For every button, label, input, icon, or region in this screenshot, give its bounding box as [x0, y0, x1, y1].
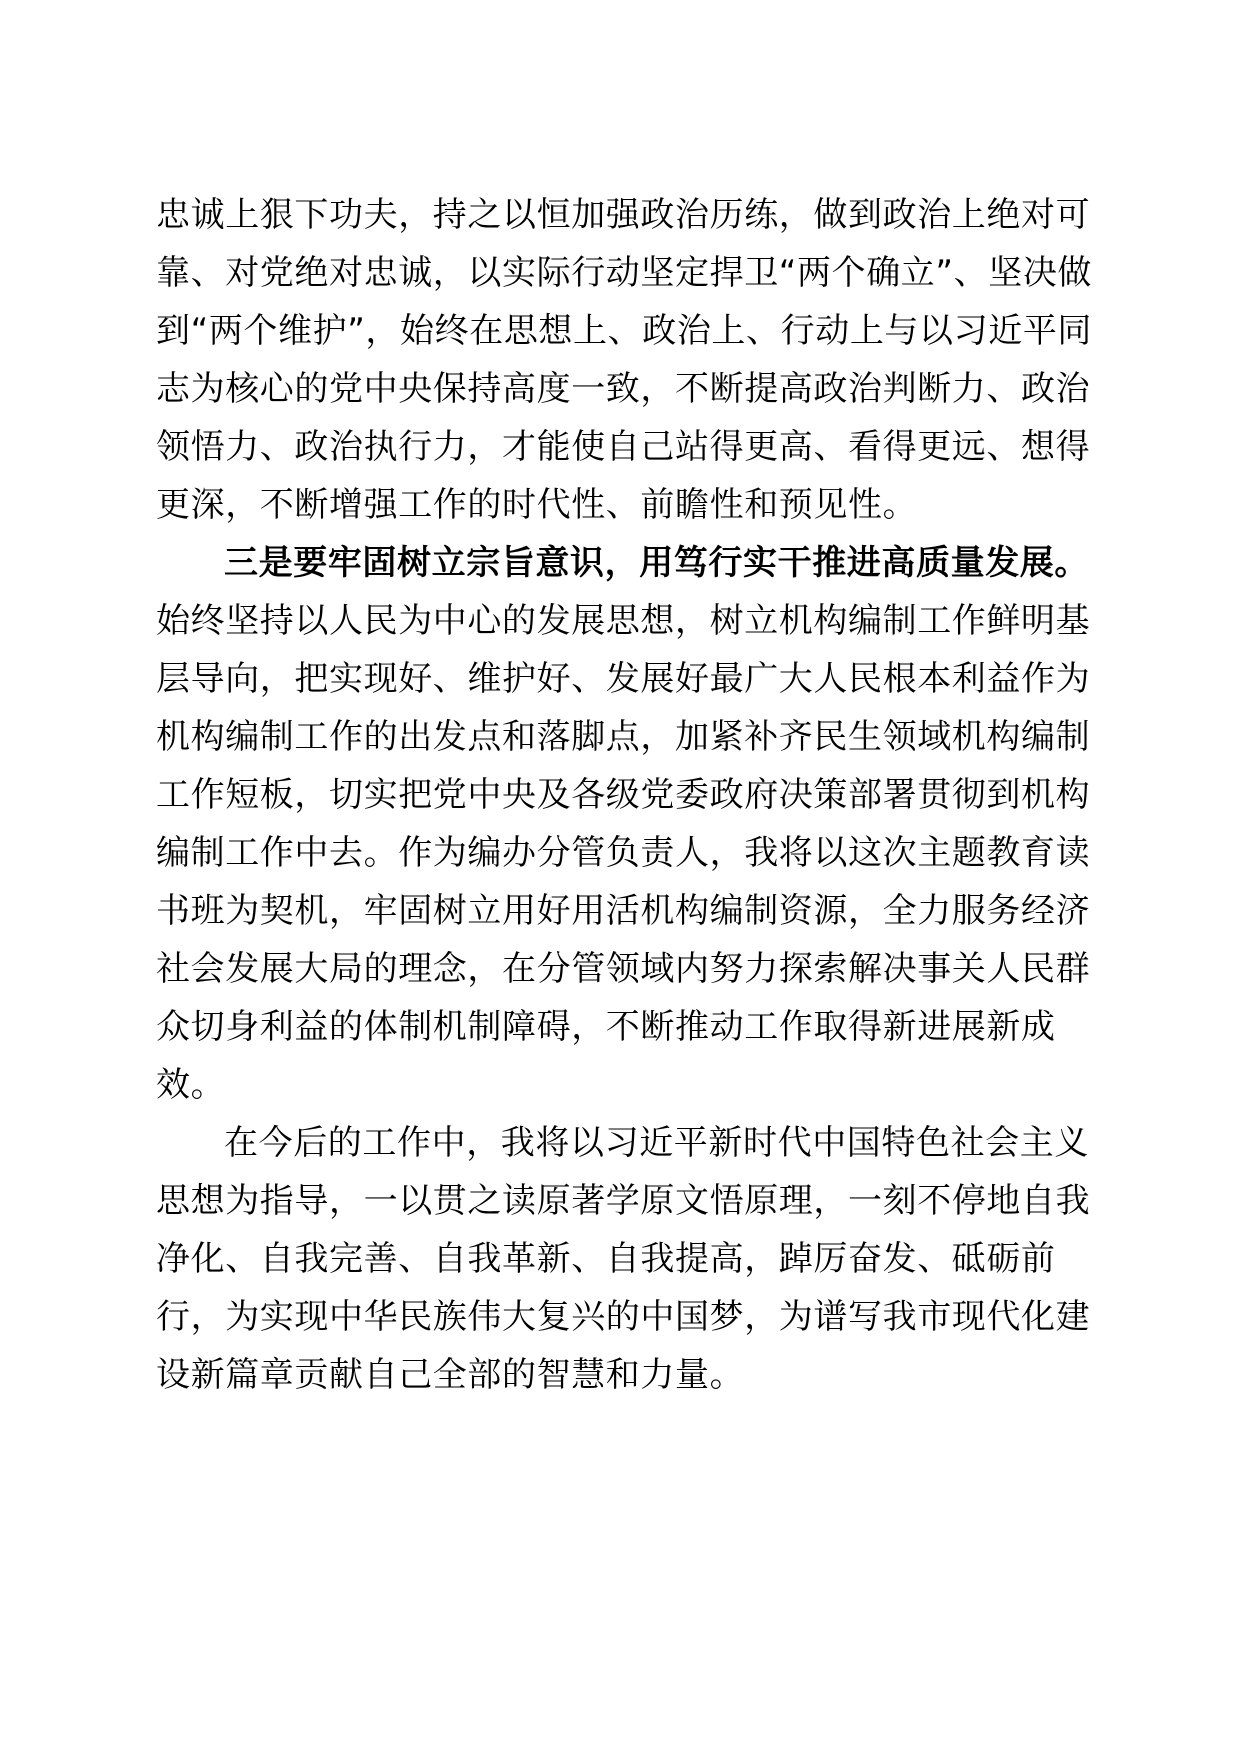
text-line: 机构编制工作的出发点和落脚点，加紧补齐民生领域机构编制 — [156, 717, 1091, 757]
text-line: 净化、自我完善、自我革新、自我提高，踔厉奋发、砥砺前 — [156, 1239, 1056, 1279]
text-line: 编制工作中去。作为编办分管负责人，我将以这次主题教育读 — [156, 833, 1091, 873]
text-line: 社会发展大局的理念，在分管领域内努力探索解决事关人民群 — [156, 949, 1091, 989]
text-line: 设新篇章贡献自己全部的智慧和力量。 — [156, 1355, 745, 1395]
text-line: 工作短板，切实把党中央及各级党委政府决策部署贯彻到机构 — [156, 775, 1091, 815]
section-heading: 三是要牢固树立宗旨意识，用笃行实干推进高质量发展。 — [224, 543, 1089, 583]
text-line: 靠、对党绝对忠诚，以实际行动坚定捍卫“两个确立”、坚决做 — [156, 253, 1093, 293]
text-line: 领悟力、政治执行力，才能使自己站得更高、看得更远、想得 — [156, 427, 1091, 467]
text-line: 到“两个维护”，始终在思想上、政治上、行动上与以习近平同 — [156, 311, 1093, 351]
text-line: 众切身利益的体制机制障碍，不断推动工作取得新进展新成 — [156, 1007, 1056, 1047]
text-line: 在今后的工作中，我将以习近平新时代中国特色社会主义 — [224, 1123, 1089, 1163]
document-body — [156, 186, 1093, 1404]
text-line: 忠诚上狠下功夫，持之以恒加强政治历练，做到政治上绝对可 — [156, 195, 1091, 235]
text-line: 行，为实现中华民族伟大复兴的中国梦，为谱写我市现代化建 — [156, 1297, 1091, 1337]
text-line: 志为核心的党中央保持高度一致，不断提高政治判断力、政治 — [156, 369, 1091, 409]
text-line: 书班为契机，牢固树立用好用活机构编制资源，全力服务经济 — [156, 891, 1091, 931]
text-line: 始终坚持以人民为中心的发展思想，树立机构编制工作鲜明基 — [156, 601, 1091, 641]
text-line: 更深，不断增强工作的时代性、前瞻性和预见性。 — [156, 485, 918, 525]
text-line: 层导向，把实现好、维护好、发展好最广大人民根本利益作为 — [156, 659, 1091, 699]
text-line: 思想为指导，一以贯之读原著学原文悟原理，一刻不停地自我 — [156, 1181, 1091, 1221]
text-line: 效。 — [156, 1065, 226, 1105]
